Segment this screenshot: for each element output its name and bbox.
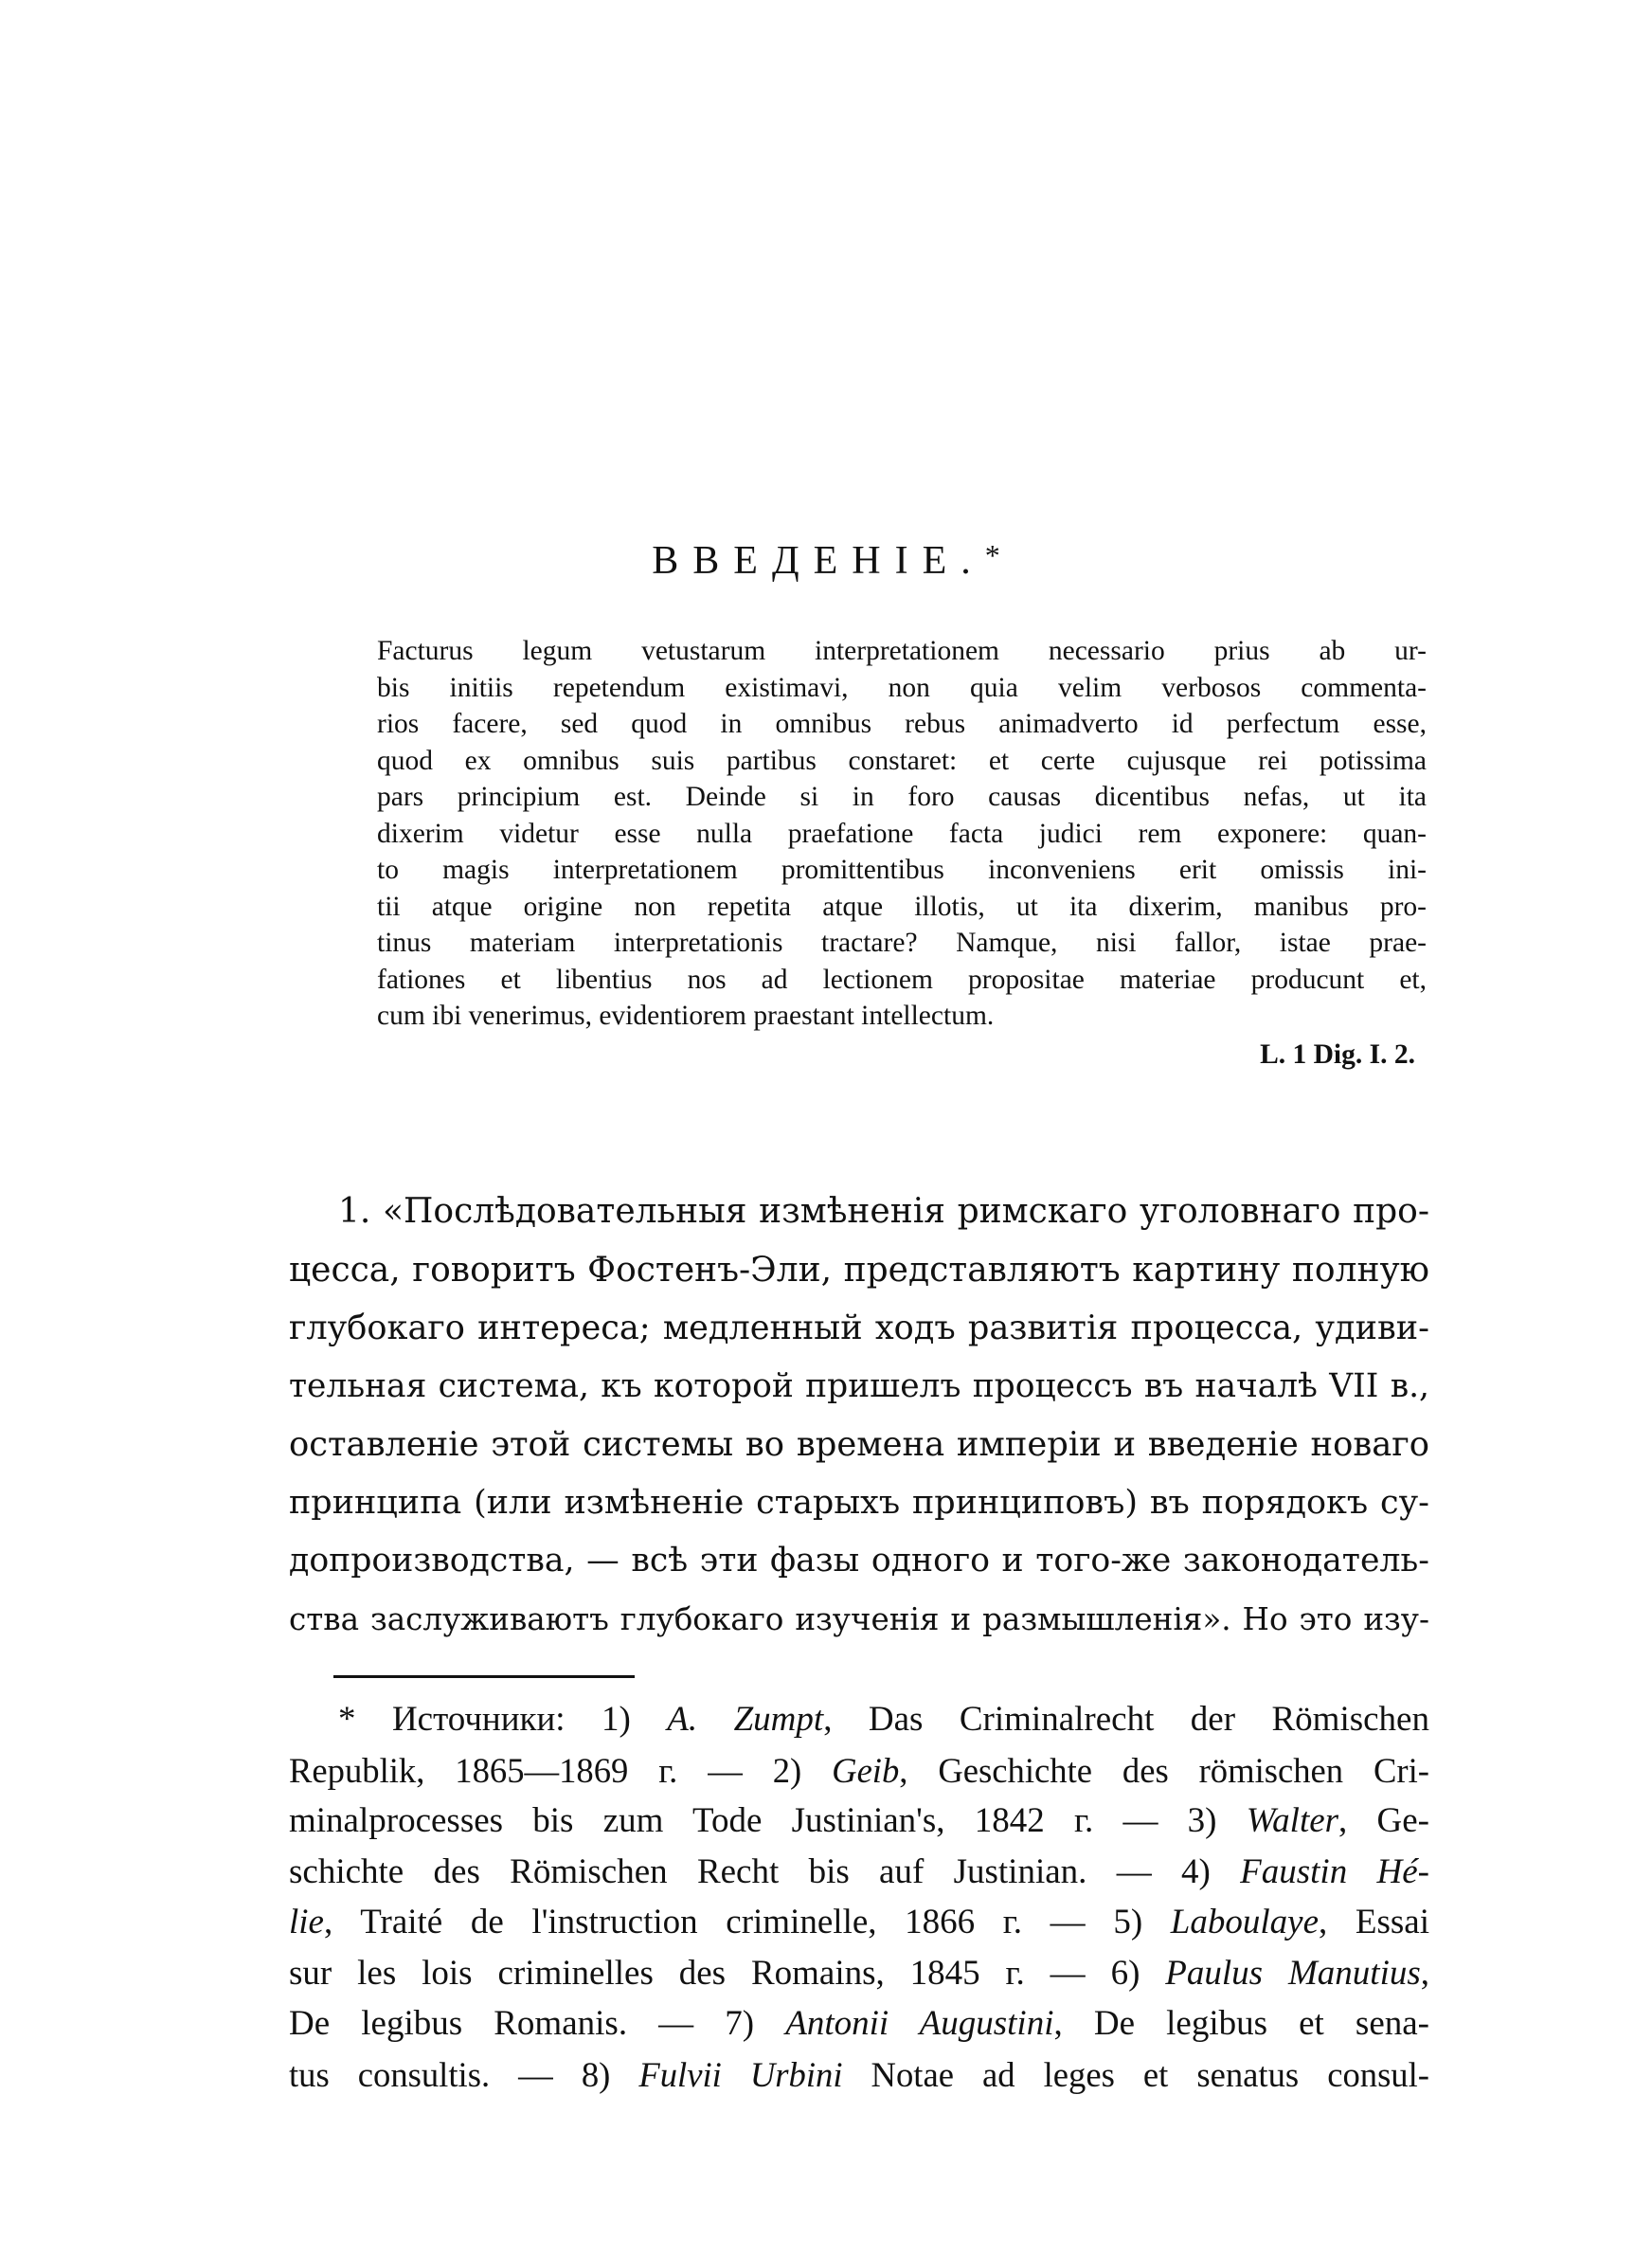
footnote-text: tus consultis. — 8) — [289, 2054, 639, 2094]
footnote-author-name: Geib — [832, 1750, 900, 1790]
epigraph-line: Facturus legum vetustarum interpretationem necessario prius ab ur- — [377, 636, 1427, 666]
footnote-text: minalprocesses bis zum Tode Justinian's, 1842 г. — 3) — [289, 1801, 1247, 1840]
epigraph-line: rios facere, sed quod in omnibus rebus animadverto id perfectum esse, — [377, 709, 1427, 739]
footnote-line — [289, 1745, 1429, 1797]
footnote-text: , — [1420, 1953, 1429, 1993]
footnote-separator-rule — [333, 1675, 635, 1678]
epigraph-line: pars principium est. Deinde si in foro causas dicentibus nefas, ut ita — [377, 782, 1427, 812]
paragraph-line: 1. «Послѣдовательныя измѣненія римскаго уголовнаго про- — [338, 1192, 1429, 1231]
main-paragraph — [289, 1183, 1429, 1649]
footnote-text: , Ge- — [1338, 1801, 1429, 1840]
footnote-line — [289, 1948, 1429, 1999]
footnote-author-name: lie — [289, 1903, 324, 1941]
footnote-author-name: Laboulaye — [1170, 1903, 1319, 1941]
paragraph-line: принципа (или измѣненіе старыхъ принциповъ) въ порядокъ су- — [289, 1483, 1429, 1522]
chapter-title — [0, 538, 1652, 584]
epigraph-line: quod ex omnibus suis partibus constaret: et certe cujusque rei potissima — [377, 745, 1427, 776]
footnote-author-name: Faustin Hé- — [1240, 1851, 1429, 1891]
footnote-reference-mark: * — [984, 538, 1000, 572]
footnote-line — [289, 1694, 1429, 1745]
footnote-line — [289, 1847, 1429, 1898]
footnote-line — [289, 1796, 1429, 1847]
footnote-line — [289, 1998, 1429, 2049]
footnote-sources — [289, 1694, 1429, 2100]
footnote-line — [289, 2049, 1429, 2101]
epigraph-line: fationes et libentius nos ad lectionem propositae materiae producunt et, — [377, 964, 1427, 995]
footnote-text: * Источники: 1) — [338, 1700, 668, 1739]
paragraph-line: ства заслуживаютъ глубокаго изученія и размышленія». Но это изу- — [289, 1600, 1429, 1637]
epigraph-line: bis initiis repetendum existimavi, non quia velim verbosos commenta- — [377, 672, 1427, 703]
footnote-author-name: A. Zumpt — [667, 1700, 824, 1739]
footnote-text: Notae ad leges et senatus consul- — [842, 2054, 1429, 2094]
footnote-author-name: Walter — [1246, 1801, 1339, 1840]
epigraph-line: tii atque origine non repetita atque illotis, ut ita dixerim, manibus pro- — [377, 891, 1427, 922]
footnote-text: sur les lois criminelles des Romains, 1845 г. — 6) — [289, 1953, 1166, 1993]
footnote-text: De legibus Romanis. — 7) — [289, 2004, 786, 2043]
paragraph-line: глубокаго интереса; медленный ходъ развитія процесса, удиви- — [289, 1309, 1429, 1347]
paragraph-line: допроизводства, — всѣ эти фазы одного и того-же законодатель- — [289, 1542, 1429, 1580]
epigraph-source: L. 1 Dig. I. 2. — [1260, 1038, 1415, 1070]
footnote-text: , Traité de l'instruction criminelle, 1866 г. — 5) — [323, 1903, 1171, 1941]
footnote-text: , Geschichte des römischen Cri- — [899, 1750, 1429, 1790]
paragraph-line: тельная система, къ которой пришелъ процессъ въ началѣ VII в., — [289, 1366, 1429, 1405]
latin-epigraph — [377, 633, 1427, 1073]
chapter-title-text: ВВЕДЕНІЕ. — [652, 539, 985, 583]
footnote-text: , De legibus et sena- — [1053, 2004, 1429, 2043]
footnote-author-name: Paulus Manutius — [1165, 1953, 1421, 1993]
footnote-text: Republik, 1865—1869 г. — 2) — [289, 1750, 833, 1790]
epigraph-line: tinus materiam interpretationis tractare? Namque, nisi fallor, istae prae- — [377, 928, 1427, 958]
epigraph-line: dixerim videtur esse nulla praefatione facta judici rem exponere: quan- — [377, 818, 1427, 849]
footnote-author-name: Fulvii Urbini — [638, 2054, 843, 2094]
footnote-text: schichte des Römischen Recht bis auf Justinian. — 4) — [289, 1851, 1241, 1891]
epigraph-line: cum ibi venerimus, evidentiorem praestant intellectum. — [377, 1001, 995, 1031]
paragraph-line: цесса, говоритъ Фостенъ-Эли, представляютъ картину полную — [289, 1250, 1429, 1290]
paragraph-line: оставленіе этой системы во времена имперіи и введеніе новаго — [289, 1425, 1429, 1464]
footnote-text: , Essai — [1319, 1903, 1429, 1941]
footnote-text: , Das Criminalrecht der Römischen — [823, 1700, 1429, 1739]
epigraph-line: to magis interpretationem promittentibus inconveniens erit omissis ini- — [377, 855, 1427, 885]
footnote-line — [289, 1897, 1429, 1948]
footnote-author-name: Antonii Augustini — [785, 2004, 1054, 2043]
